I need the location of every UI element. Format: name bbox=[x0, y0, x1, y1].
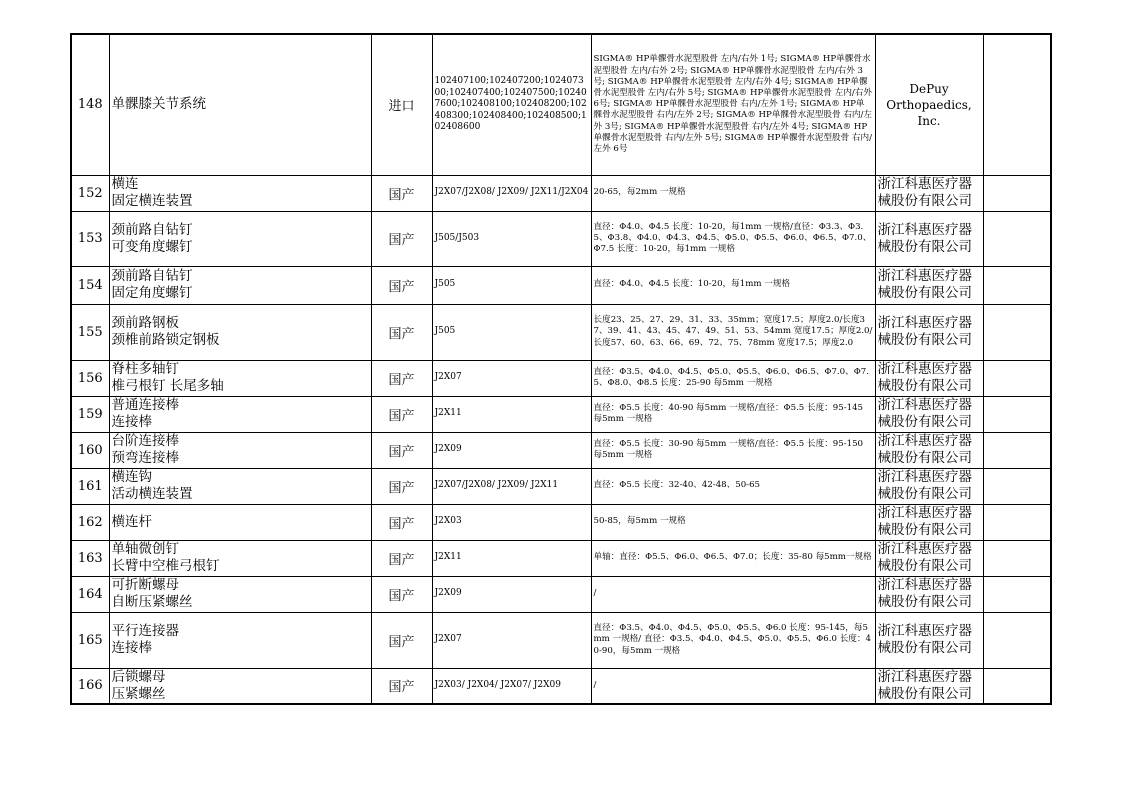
empty-cell bbox=[983, 432, 1051, 468]
manufacturer-line: 浙江科惠医疗器 bbox=[877, 268, 972, 284]
row-number: 148 bbox=[71, 34, 109, 175]
origin: 国产 bbox=[371, 540, 432, 576]
product-name-line: 椎弓根钉 长尾多轴 bbox=[111, 378, 224, 394]
manufacturer-line: 械股份有限公司 bbox=[877, 486, 972, 502]
origin: 国产 bbox=[371, 668, 432, 704]
product-name bbox=[109, 612, 371, 668]
table-row bbox=[71, 396, 1051, 432]
row-number: 156 bbox=[71, 360, 109, 396]
manufacturer bbox=[875, 175, 983, 211]
origin: 国产 bbox=[371, 396, 432, 432]
model-number: J2X07 bbox=[432, 360, 591, 396]
product-name-line: 台阶连接棒 bbox=[111, 433, 179, 449]
manufacturer-line: DePuy bbox=[909, 81, 949, 96]
manufacturer-line: 浙江科惠医疗器 bbox=[877, 623, 972, 639]
product-name bbox=[109, 175, 371, 211]
model-number: J2X07/J2X08/ J2X09/ J2X11 bbox=[432, 468, 591, 504]
product-name-line: 连接棒 bbox=[111, 414, 152, 430]
table-row bbox=[71, 175, 1051, 211]
product-name-line: 固定角度螺钉 bbox=[111, 285, 193, 301]
model-number: J2X03/ J2X04/ J2X07/ J2X09 bbox=[432, 668, 591, 704]
specification: 20-65，每2mm 一规格 bbox=[591, 175, 875, 211]
product-name-line: 颈前路自钻钉 bbox=[111, 268, 193, 284]
empty-cell bbox=[983, 668, 1051, 704]
product-name bbox=[109, 468, 371, 504]
product-name-line: 横连钩 bbox=[111, 469, 152, 485]
row-number: 165 bbox=[71, 612, 109, 668]
origin: 国产 bbox=[371, 576, 432, 612]
manufacturer-line: 械股份有限公司 bbox=[877, 332, 972, 348]
manufacturer-line: 浙江科惠医疗器 bbox=[877, 668, 972, 685]
manufacturer-line: 浙江科惠医疗器 bbox=[877, 176, 972, 192]
manufacturer-line: Orthopaedics, bbox=[886, 97, 972, 112]
manufacturer-line: 浙江科惠医疗器 bbox=[877, 469, 972, 485]
product-name bbox=[109, 211, 371, 266]
manufacturer-line: 浙江科惠医疗器 bbox=[877, 577, 972, 593]
model-number: J2X07 bbox=[432, 612, 591, 668]
product-name bbox=[109, 304, 371, 360]
specification: 直径：Φ5.5 长度：30-90 每5mm 一规格/直径：Φ5.5 长度：95-150 每5mm 一规格 bbox=[591, 432, 875, 468]
model-number: J505/J503 bbox=[432, 211, 591, 266]
specification: SIGMA® HP单髁骨水泥型股骨 左内/右外 1号; SIGMA® HP单髁骨水泥型股骨 左内/右外 2号; SIGMA® HP单髁骨水泥型股骨 左内/右外 3号; SIGMA® HP单髁骨水泥型股骨 左内/右外 4号; SIGMA® HP单髁骨水泥型股骨 左内/右外 5号; SIGMA® HP单髁骨水泥型股骨 左内/右外 6号; SIGMA® HP单髁骨水泥型股骨 右内/左外 1号; SIGMA® HP单髁骨水泥型股骨 右内/左外 2号; SIGMA® HP单髁骨水泥型股骨 右内/左外 3号; SIGMA® HP单髁骨水泥型股骨 右内/左外 4号; SIGMA® HP单髁骨水泥型股骨 右内/左外 5号; SIGMA® HP单髁骨水泥型股骨 右内/左外 6号 bbox=[591, 34, 875, 175]
manufacturer bbox=[875, 540, 983, 576]
empty-cell bbox=[983, 540, 1051, 576]
manufacturer-line: 械股份有限公司 bbox=[877, 378, 972, 394]
product-name-line: 可折断螺母 bbox=[111, 577, 179, 593]
empty-cell bbox=[983, 576, 1051, 612]
origin: 国产 bbox=[371, 175, 432, 211]
table-row bbox=[71, 468, 1051, 504]
origin: 进口 bbox=[371, 34, 432, 175]
product-name bbox=[109, 360, 371, 396]
product-name-line: 预弯连接棒 bbox=[111, 450, 179, 466]
model-number: J2X11 bbox=[432, 396, 591, 432]
product-name bbox=[109, 576, 371, 612]
empty-cell bbox=[983, 34, 1051, 175]
empty-cell bbox=[983, 504, 1051, 540]
table-row bbox=[71, 34, 1051, 175]
product-name-line: 普通连接棒 bbox=[111, 397, 179, 413]
manufacturer bbox=[875, 211, 983, 266]
manufacturer-line: 浙江科惠医疗器 bbox=[877, 505, 972, 521]
product-name-line: 自断压紧螺丝 bbox=[111, 594, 193, 610]
origin: 国产 bbox=[371, 432, 432, 468]
manufacturer-line: 浙江科惠医疗器 bbox=[877, 221, 972, 238]
row-number: 162 bbox=[71, 504, 109, 540]
model-number: J2X07/J2X08/ J2X09/ J2X11/J2X04 bbox=[432, 175, 591, 211]
table-row bbox=[71, 360, 1051, 396]
specification: 直径：Φ4.0、Φ4.5 长度：10-20，每1mm 一规格 bbox=[591, 266, 875, 304]
manufacturer-line: 浙江科惠医疗器 bbox=[877, 315, 972, 331]
product-name-line: 单髁膝关节系统 bbox=[111, 96, 206, 113]
empty-cell bbox=[983, 304, 1051, 360]
manufacturer-line: Inc. bbox=[917, 113, 941, 128]
manufacturer-line: 械股份有限公司 bbox=[877, 594, 972, 610]
manufacturer bbox=[875, 668, 983, 704]
specification: 50-85，每5mm 一规格 bbox=[591, 504, 875, 540]
product-name-line: 单轴微创钉 bbox=[111, 541, 179, 557]
table-row bbox=[71, 612, 1051, 668]
row-number: 161 bbox=[71, 468, 109, 504]
model-number: J2X09 bbox=[432, 576, 591, 612]
product-name-line: 压紧螺丝 bbox=[111, 685, 166, 702]
manufacturer-line: 械股份有限公司 bbox=[877, 685, 972, 702]
specification: / bbox=[591, 576, 875, 612]
specification: 直径：Φ5.5 长度：40-90 每5mm 一规格/直径：Φ5.5 长度：95-145 每5mm 一规格 bbox=[591, 396, 875, 432]
manufacturer-line: 浙江科惠医疗器 bbox=[877, 397, 972, 413]
manufacturer-line: 械股份有限公司 bbox=[877, 414, 972, 430]
product-name bbox=[109, 34, 371, 175]
product-name-line: 平行连接器 bbox=[111, 623, 179, 639]
model-number: J2X03 bbox=[432, 504, 591, 540]
model-number: J505 bbox=[432, 266, 591, 304]
table-row bbox=[71, 266, 1051, 304]
model-number: J2X11 bbox=[432, 540, 591, 576]
product-name-line: 可变角度螺钉 bbox=[111, 238, 193, 255]
table-body bbox=[71, 34, 1051, 704]
manufacturer-line: 浙江科惠医疗器 bbox=[877, 361, 972, 377]
product-name-line: 颈前路自钻钉 bbox=[111, 221, 193, 238]
specification: 直径：Φ4.0、Φ4.5 长度：10-20，每1mm 一规格/直径：Φ3.3、Φ3.5、Φ3.8、Φ4.0、Φ4.3、Φ4.5、Φ5.0、Φ5.5、Φ6.0、Φ6.5、Φ7.0、Φ7.5 长度：10-20，每1mm 一规格 bbox=[591, 211, 875, 266]
product-name-line: 颈前路钢板 bbox=[111, 315, 179, 331]
manufacturer-line: 械股份有限公司 bbox=[877, 522, 972, 538]
manufacturer-line: 械股份有限公司 bbox=[877, 285, 972, 301]
model-number: J505 bbox=[432, 304, 591, 360]
product-name bbox=[109, 432, 371, 468]
table-row bbox=[71, 576, 1051, 612]
row-number: 164 bbox=[71, 576, 109, 612]
origin: 国产 bbox=[371, 266, 432, 304]
product-name-line: 活动横连装置 bbox=[111, 486, 193, 502]
manufacturer bbox=[875, 432, 983, 468]
specification: 单轴：直径：Φ5.5、Φ6.0、Φ6.5、Φ7.0；长度：35-80 每5mm一规格 bbox=[591, 540, 875, 576]
manufacturer-line: 械股份有限公司 bbox=[877, 640, 972, 656]
product-name-line: 横连 bbox=[111, 176, 139, 192]
origin: 国产 bbox=[371, 304, 432, 360]
table-row bbox=[71, 211, 1051, 266]
manufacturer bbox=[875, 612, 983, 668]
manufacturer bbox=[875, 34, 983, 175]
product-name bbox=[109, 396, 371, 432]
origin: 国产 bbox=[371, 211, 432, 266]
empty-cell bbox=[983, 211, 1051, 266]
product-name-line: 连接棒 bbox=[111, 640, 152, 656]
product-name-line: 颈椎前路锁定钢板 bbox=[111, 332, 220, 348]
product-name-line: 固定横连装置 bbox=[111, 193, 193, 209]
model-number: 102407100;102407200;102407300;102407400;102407500;102407600;102408100;102408200;102408300;102408400;102408500;102408600 bbox=[432, 34, 591, 175]
row-number: 160 bbox=[71, 432, 109, 468]
origin: 国产 bbox=[371, 504, 432, 540]
model-number: J2X09 bbox=[432, 432, 591, 468]
manufacturer bbox=[875, 396, 983, 432]
manufacturer-line: 械股份有限公司 bbox=[877, 193, 972, 209]
manufacturer-line: 械股份有限公司 bbox=[877, 238, 972, 255]
origin: 国产 bbox=[371, 612, 432, 668]
manufacturer-line: 浙江科惠医疗器 bbox=[877, 433, 972, 449]
origin: 国产 bbox=[371, 468, 432, 504]
manufacturer bbox=[875, 576, 983, 612]
empty-cell bbox=[983, 468, 1051, 504]
manufacturer-line: 械股份有限公司 bbox=[877, 558, 972, 574]
empty-cell bbox=[983, 360, 1051, 396]
row-number: 166 bbox=[71, 668, 109, 704]
table-row bbox=[71, 432, 1051, 468]
table-row bbox=[71, 668, 1051, 704]
specification: 直径：Φ3.5、Φ4.0、Φ4.5、Φ5.0、Φ5.5、Φ6.0 长度：95-145，每5mm 一规格/ 直径：Φ3.5、Φ4.0、Φ4.5、Φ5.0、Φ5.5、Φ6.0 长度：40-90，每5mm 一规格 bbox=[591, 612, 875, 668]
specification: 长度23、25、27、29、31、33、35mm；宽度17.5；厚度2.0/长度37、39、41、43、45、47、49、51、53、54mm 宽度17.5；厚度2.0/长度57、60、63、66、69、72、75、78mm 宽度17.5；厚度2.0 bbox=[591, 304, 875, 360]
product-name-line: 横连杆 bbox=[111, 513, 152, 530]
manufacturer bbox=[875, 266, 983, 304]
product-name-line: 长臂中空椎弓根钉 bbox=[111, 558, 220, 574]
origin: 国产 bbox=[371, 360, 432, 396]
empty-cell bbox=[983, 175, 1051, 211]
manufacturer bbox=[875, 504, 983, 540]
manufacturer-line: 浙江科惠医疗器 bbox=[877, 541, 972, 557]
row-number: 163 bbox=[71, 540, 109, 576]
row-number: 153 bbox=[71, 211, 109, 266]
product-name bbox=[109, 540, 371, 576]
table-row bbox=[71, 504, 1051, 540]
empty-cell bbox=[983, 396, 1051, 432]
row-number: 155 bbox=[71, 304, 109, 360]
specification: 直径：Φ3.5、Φ4.0、Φ4.5、Φ5.0、Φ5.5、Φ6.0、Φ6.5、Φ7.0、Φ7.5、Φ8.0、Φ8.5 长度：25-90 每5mm 一规格 bbox=[591, 360, 875, 396]
product-name bbox=[109, 668, 371, 704]
product-name-line: 脊柱多轴钉 bbox=[111, 361, 179, 377]
manufacturer-line: 械股份有限公司 bbox=[877, 450, 972, 466]
manufacturer bbox=[875, 360, 983, 396]
row-number: 159 bbox=[71, 396, 109, 432]
specification: 直径：Φ5.5 长度：32-40、42-48、50-65 bbox=[591, 468, 875, 504]
manufacturer bbox=[875, 304, 983, 360]
row-number: 152 bbox=[71, 175, 109, 211]
table-row bbox=[71, 304, 1051, 360]
product-name bbox=[109, 504, 371, 540]
specification: / bbox=[591, 668, 875, 704]
table-row bbox=[71, 540, 1051, 576]
product-name-line: 后锁螺母 bbox=[111, 668, 166, 685]
product-name bbox=[109, 266, 371, 304]
row-number: 154 bbox=[71, 266, 109, 304]
empty-cell bbox=[983, 266, 1051, 304]
product-table bbox=[70, 33, 1052, 705]
empty-cell bbox=[983, 612, 1051, 668]
manufacturer bbox=[875, 468, 983, 504]
